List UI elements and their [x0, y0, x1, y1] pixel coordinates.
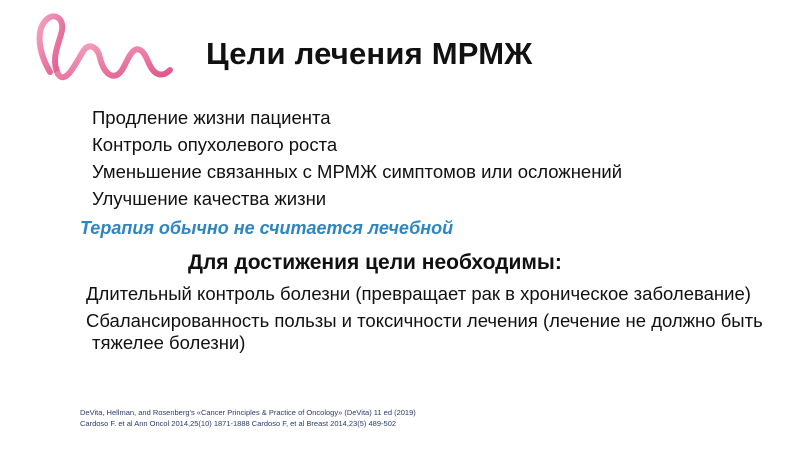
reference-line: Cardoso F. et al Ann Oncol 2014,25(10) 1871-1888 Cardoso F, et al Breast 2014,23(5) 489-502 [80, 419, 397, 428]
requirement-text: Сбалансированность пользы и токсичности лечения (лечение не должно быть тяжелее болезни) [86, 310, 763, 353]
requirements-list [74, 283, 774, 359]
bullet-text: Улучшение качества жизни [92, 188, 327, 209]
goals-bullet-list [80, 106, 622, 214]
bullet-item [80, 133, 622, 160]
therapy-note: Терапия обычно не считается лечебной [80, 218, 454, 238]
slide-title: Цели лечения МРМЖ [206, 36, 533, 71]
bullet-text: Продление жизни пациента [92, 107, 331, 128]
requirement-text: Длительный контроль болезни (превращает рак в хроническое заболевание) [86, 283, 751, 304]
pink-ribbon-icon [28, 12, 178, 92]
section-subtitle: Для достижения цели необходимы: [188, 251, 562, 274]
requirement-item [74, 283, 774, 305]
bullet-text: Контроль опухолевого роста [92, 134, 338, 155]
requirement-item [74, 310, 774, 354]
bullet-text: Уменьшение связанных с МРМЖ симптомов или осложнений [92, 161, 623, 182]
bullet-item [80, 187, 622, 214]
bullet-item [80, 160, 622, 187]
references [80, 407, 416, 429]
reference-line: DeVita, Hellman, and Rosenberg's «Cancer Principles & Practice of Oncology» (DeVita) 11 ed (2019) [80, 408, 416, 417]
bullet-item [80, 106, 622, 133]
